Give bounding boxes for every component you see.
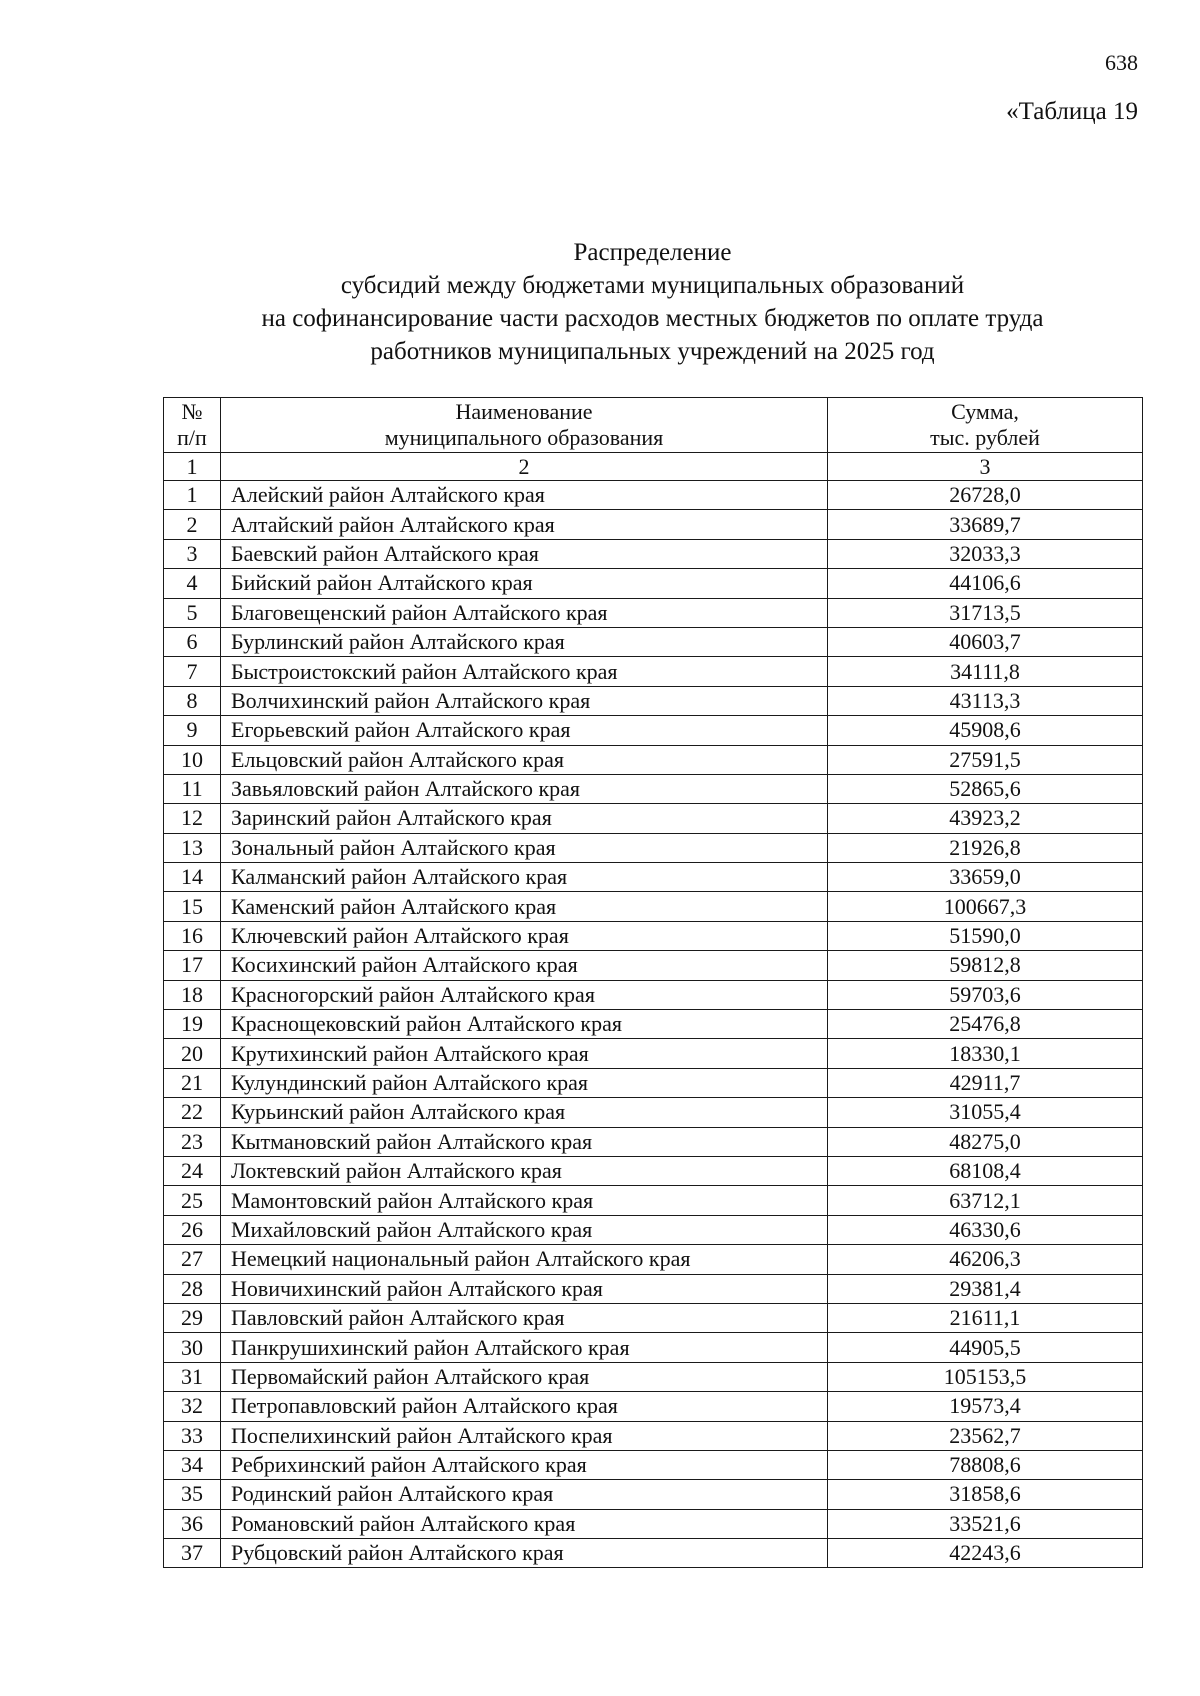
column-number: 1	[164, 453, 221, 481]
municipality-name: Завьяловский район Алтайского края	[221, 774, 828, 803]
table-row	[164, 804, 1143, 833]
table-row	[164, 510, 1143, 539]
municipality-name: Красногорский район Алтайского края	[221, 980, 828, 1009]
subsidy-amount: 21611,1	[828, 1303, 1143, 1332]
row-number: 20	[164, 1039, 221, 1068]
row-number: 11	[164, 774, 221, 803]
subsidy-amount: 105153,5	[828, 1362, 1143, 1391]
row-number: 3	[164, 539, 221, 568]
table-row	[164, 980, 1143, 1009]
subsidy-amount: 31055,4	[828, 1098, 1143, 1127]
municipality-name: Новичихинский район Алтайского края	[221, 1274, 828, 1303]
municipality-name: Каменский район Алтайского края	[221, 892, 828, 921]
row-number: 28	[164, 1274, 221, 1303]
row-number: 8	[164, 686, 221, 715]
column-number-row	[164, 453, 1143, 481]
table-row	[164, 569, 1143, 598]
subsidy-amount: 34111,8	[828, 657, 1143, 686]
subsidy-amount: 44905,5	[828, 1333, 1143, 1362]
municipality-name: Кытмановский район Алтайского края	[221, 1127, 828, 1156]
title-line: субсидий между бюджетами муниципальных образований	[340, 272, 965, 299]
municipality-name: Краснощековский район Алтайского края	[221, 1010, 828, 1039]
municipality-name: Быстроистокский район Алтайского края	[221, 657, 828, 686]
table-row	[164, 539, 1143, 568]
row-number: 12	[164, 804, 221, 833]
subsidy-amount: 42243,6	[828, 1539, 1143, 1568]
header-sum	[828, 398, 1143, 453]
row-number: 16	[164, 921, 221, 950]
table-row	[164, 686, 1143, 715]
municipality-name: Крутихинский район Алтайского края	[221, 1039, 828, 1068]
row-number: 4	[164, 569, 221, 598]
municipality-name: Кулундинский район Алтайского края	[221, 1068, 828, 1097]
table-row	[164, 892, 1143, 921]
subsidy-amount: 44106,6	[828, 569, 1143, 598]
subsidy-amount: 45908,6	[828, 716, 1143, 745]
header-sum-line2: тыс. рублей	[930, 425, 1040, 450]
header-num-line2: п/п	[177, 425, 207, 450]
row-number: 19	[164, 1010, 221, 1039]
row-number: 35	[164, 1480, 221, 1509]
row-number: 1	[164, 481, 221, 510]
municipality-name: Михайловский район Алтайского края	[221, 1215, 828, 1244]
subsidy-amount: 33659,0	[828, 863, 1143, 892]
table-row	[164, 1450, 1143, 1479]
subsidy-amount: 59703,6	[828, 980, 1143, 1009]
subsidy-amount: 40603,7	[828, 627, 1143, 656]
subsidy-amount: 31858,6	[828, 1480, 1143, 1509]
municipality-name: Ребрихинский район Алтайского края	[221, 1450, 828, 1479]
municipality-name: Заринский район Алтайского края	[221, 804, 828, 833]
table-row	[164, 1509, 1143, 1538]
subsidy-amount: 63712,1	[828, 1186, 1143, 1215]
table-row	[164, 1333, 1143, 1362]
table-row	[164, 1245, 1143, 1274]
row-number: 36	[164, 1509, 221, 1538]
table-row	[164, 598, 1143, 627]
municipality-name: Локтевский район Алтайского края	[221, 1156, 828, 1185]
row-number: 23	[164, 1127, 221, 1156]
table-row	[164, 627, 1143, 656]
municipality-name: Косихинский район Алтайского края	[221, 951, 828, 980]
subsidy-amount: 19573,4	[828, 1392, 1143, 1421]
header-sum-line1: Сумма,	[951, 399, 1019, 424]
table-row	[164, 481, 1143, 510]
subsidy-amount: 31713,5	[828, 598, 1143, 627]
subsidy-amount: 78808,6	[828, 1450, 1143, 1479]
municipality-name: Бийский район Алтайского края	[221, 569, 828, 598]
table-row	[164, 1274, 1143, 1303]
table-row	[164, 863, 1143, 892]
municipality-name: Алейский район Алтайского края	[221, 481, 828, 510]
municipality-name: Петропавловский район Алтайского края	[221, 1392, 828, 1421]
table-row	[164, 716, 1143, 745]
row-number: 14	[164, 863, 221, 892]
table-label: «Таблица 19	[1006, 98, 1138, 125]
subsidy-amount: 23562,7	[828, 1421, 1143, 1450]
row-number: 6	[164, 627, 221, 656]
subsidy-amount: 46206,3	[828, 1245, 1143, 1274]
row-number: 5	[164, 598, 221, 627]
subsidy-amount: 32033,3	[828, 539, 1143, 568]
subsidy-amount: 29381,4	[828, 1274, 1143, 1303]
table-header-row	[164, 398, 1143, 453]
subsidy-amount: 43923,2	[828, 804, 1143, 833]
row-number: 34	[164, 1450, 221, 1479]
municipality-name: Зональный район Алтайского края	[221, 833, 828, 862]
header-num-line1: №	[181, 399, 203, 424]
subsidy-amount: 52865,6	[828, 774, 1143, 803]
table-row	[164, 833, 1143, 862]
table-row	[164, 1480, 1143, 1509]
row-number: 2	[164, 510, 221, 539]
table-row	[164, 1215, 1143, 1244]
title-line: работников муниципальных учреждений на 2025 год	[370, 338, 935, 365]
subsidy-amount: 27591,5	[828, 745, 1143, 774]
municipality-name: Бурлинский район Алтайского края	[221, 627, 828, 656]
subsidy-amount: 48275,0	[828, 1127, 1143, 1156]
municipality-name: Благовещенский район Алтайского края	[221, 598, 828, 627]
municipality-name: Алтайский район Алтайского края	[221, 510, 828, 539]
subsidy-amount: 42911,7	[828, 1068, 1143, 1097]
municipality-name: Егорьевский район Алтайского края	[221, 716, 828, 745]
subsidy-amount: 26728,0	[828, 481, 1143, 510]
municipality-name: Калманский район Алтайского края	[221, 863, 828, 892]
row-number: 13	[164, 833, 221, 862]
municipality-name: Панкрушихинский район Алтайского края	[221, 1333, 828, 1362]
column-number: 2	[221, 453, 828, 481]
table-row	[164, 1303, 1143, 1332]
municipality-name: Ключевский район Алтайского края	[221, 921, 828, 950]
row-number: 26	[164, 1215, 221, 1244]
subsidy-amount: 18330,1	[828, 1039, 1143, 1068]
row-number: 15	[164, 892, 221, 921]
header-name-line2: муниципального образования	[384, 425, 664, 450]
municipality-name: Родинский район Алтайского края	[221, 1480, 828, 1509]
municipality-name: Мамонтовский район Алтайского края	[221, 1186, 828, 1215]
row-number: 29	[164, 1303, 221, 1332]
table-row	[164, 745, 1143, 774]
table-row	[164, 1156, 1143, 1185]
row-number: 32	[164, 1392, 221, 1421]
subsidy-table	[163, 397, 1143, 1568]
document-title	[165, 236, 1140, 368]
municipality-name: Павловский район Алтайского края	[221, 1303, 828, 1332]
subsidy-amount: 25476,8	[828, 1010, 1143, 1039]
row-number: 37	[164, 1539, 221, 1568]
municipality-name: Баевский район Алтайского края	[221, 539, 828, 568]
row-number: 17	[164, 951, 221, 980]
municipality-name: Курьинский район Алтайского края	[221, 1098, 828, 1127]
municipality-name: Рубцовский район Алтайского края	[221, 1539, 828, 1568]
municipality-name: Романовский район Алтайского края	[221, 1509, 828, 1538]
subsidy-amount: 68108,4	[828, 1156, 1143, 1185]
table-row	[164, 951, 1143, 980]
page-number: 638	[1105, 50, 1138, 75]
table-row	[164, 1068, 1143, 1097]
row-number: 7	[164, 657, 221, 686]
row-number: 22	[164, 1098, 221, 1127]
row-number: 10	[164, 745, 221, 774]
table-row	[164, 1010, 1143, 1039]
header-name	[221, 398, 828, 453]
municipality-name: Первомайский район Алтайского края	[221, 1362, 828, 1391]
subsidy-amount: 46330,6	[828, 1215, 1143, 1244]
row-number: 9	[164, 716, 221, 745]
subsidy-amount: 100667,3	[828, 892, 1143, 921]
municipality-name: Ельцовский район Алтайского края	[221, 745, 828, 774]
table-row	[164, 1539, 1143, 1568]
subsidy-amount: 33521,6	[828, 1509, 1143, 1538]
table-row	[164, 1127, 1143, 1156]
municipality-name: Немецкий национальный район Алтайского края	[221, 1245, 828, 1274]
row-number: 27	[164, 1245, 221, 1274]
table-row	[164, 921, 1143, 950]
subsidy-amount: 43113,3	[828, 686, 1143, 715]
table-row	[164, 1362, 1143, 1391]
header-num	[164, 398, 221, 453]
table-row	[164, 1186, 1143, 1215]
subsidy-amount: 21926,8	[828, 833, 1143, 862]
subsidy-amount: 33689,7	[828, 510, 1143, 539]
row-number: 21	[164, 1068, 221, 1097]
table-row	[164, 1098, 1143, 1127]
row-number: 31	[164, 1362, 221, 1391]
table-row	[164, 1421, 1143, 1450]
table-row	[164, 774, 1143, 803]
row-number: 18	[164, 980, 221, 1009]
title-line: Распределение	[573, 239, 732, 266]
municipality-name: Поспелихинский район Алтайского края	[221, 1421, 828, 1450]
row-number: 25	[164, 1186, 221, 1215]
column-number: 3	[828, 453, 1143, 481]
title-line: на софинансирование части расходов местных бюджетов по оплате труда	[261, 305, 1044, 332]
header-name-line1: Наименование	[455, 399, 593, 424]
row-number: 33	[164, 1421, 221, 1450]
subsidy-amount: 51590,0	[828, 921, 1143, 950]
row-number: 30	[164, 1333, 221, 1362]
table-row	[164, 1039, 1143, 1068]
table-row	[164, 1392, 1143, 1421]
subsidy-amount: 59812,8	[828, 951, 1143, 980]
municipality-name: Волчихинский район Алтайского края	[221, 686, 828, 715]
row-number: 24	[164, 1156, 221, 1185]
table-row	[164, 657, 1143, 686]
